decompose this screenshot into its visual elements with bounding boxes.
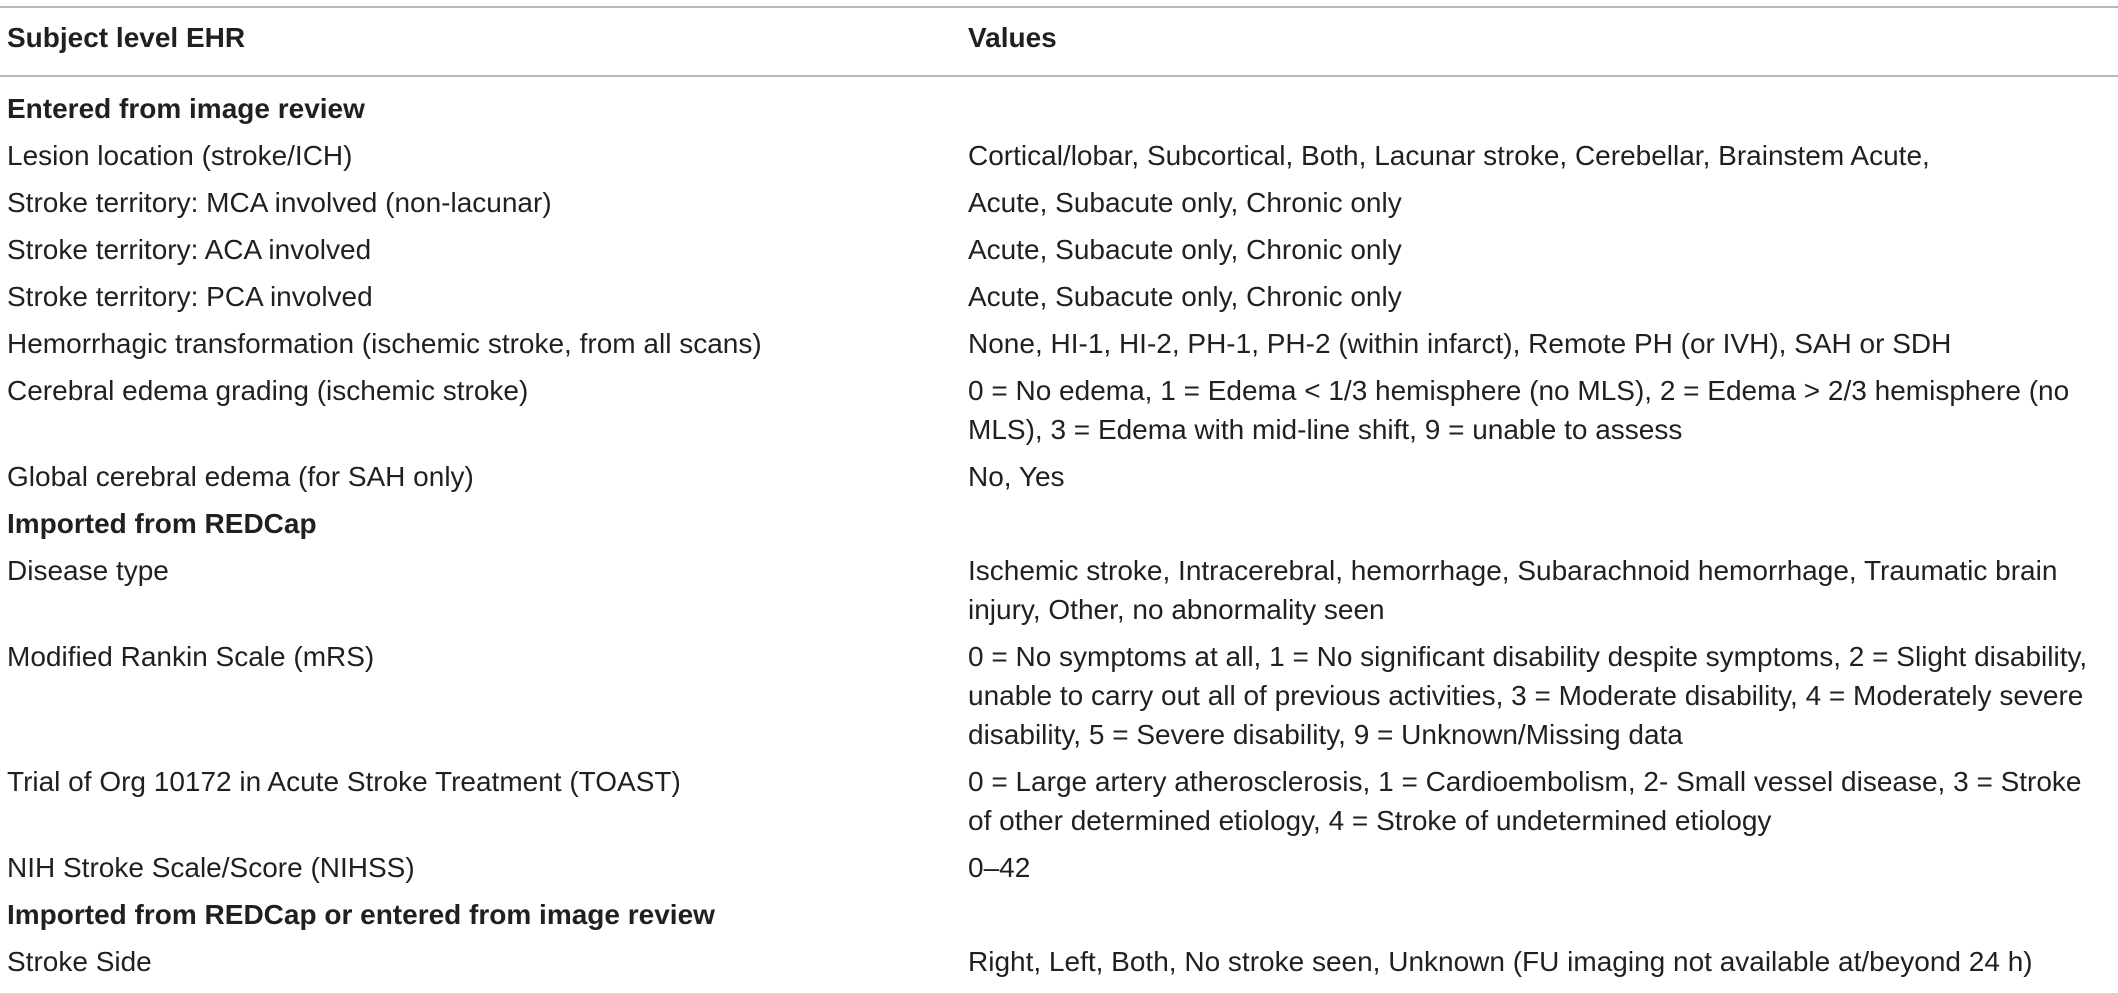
- table-row: [0, 371, 2118, 457]
- table-header: [0, 22, 2118, 62]
- row-label: Disease type: [7, 555, 169, 586]
- table-row: [0, 762, 2118, 848]
- row-value: 0 = No symptoms at all, 1 = No significant disability despite symptoms, 2 = Slight disability, unable to carry out all of previous activities, 3 = Moderate disability, 4 = Moderately severe disability, 5 = Severe disability, 9 = Unknown/Missing data: [968, 641, 2088, 750]
- table-body: [0, 89, 2118, 989]
- table-row: [0, 230, 2118, 277]
- row-label: Cerebral edema grading (ischemic stroke): [7, 375, 529, 406]
- row-label: Stroke territory: MCA involved (non-lacunar): [7, 187, 552, 218]
- table-row: [0, 551, 2118, 637]
- row-value: No, Yes: [968, 461, 1065, 492]
- row-value: None, HI-1, HI-2, PH-1, PH-2 (within infarct), Remote PH (or IVH), SAH or SDH: [968, 328, 1952, 359]
- row-value: 0 = No edema, 1 = Edema < 1/3 hemisphere (no MLS), 2 = Edema > 2/3 hemisphere (no MLS), 3 = Edema with mid-line shift, 9 = unable to assess: [968, 375, 2070, 445]
- table-section-row: [0, 895, 2118, 942]
- table-row: [0, 277, 2118, 324]
- row-label: Stroke territory: PCA involved: [7, 281, 373, 312]
- row-label: Trial of Org 10172 in Acute Stroke Treatment (TOAST): [7, 766, 681, 797]
- table-row: [0, 848, 2118, 895]
- row-value: 0 = Large artery atherosclerosis, 1 = Cardioembolism, 2- Small vessel disease, 3 = Stroke of other determined etiology, 4 = Stroke of undetermined etiology: [968, 766, 2082, 836]
- row-value: Acute, Subacute only, Chronic only: [968, 187, 1402, 218]
- row-value: Acute, Subacute only, Chronic only: [968, 234, 1402, 265]
- table-row: [0, 457, 2118, 504]
- table-section-row: [0, 504, 2118, 551]
- row-label: Hemorrhagic transformation (ischemic stroke, from all scans): [7, 328, 762, 359]
- table-row: [0, 942, 2118, 989]
- row-value: 0–42: [968, 852, 1031, 883]
- row-value: Right, Left, Both, No stroke seen, Unknown (FU imaging not available at/beyond 24 h): [968, 946, 2033, 977]
- row-value: Acute, Subacute only, Chronic only: [968, 281, 1402, 312]
- row-label: Modified Rankin Scale (mRS): [7, 641, 375, 672]
- table-row: [0, 183, 2118, 230]
- row-label: Stroke Side: [7, 946, 152, 977]
- table-row: [0, 136, 2118, 183]
- table-top-rule: [0, 6, 2118, 8]
- header-values: Values: [968, 22, 1057, 53]
- row-label: Lesion location (stroke/ICH): [7, 140, 353, 171]
- row-label: Global cerebral edema (for SAH only): [7, 461, 474, 492]
- table-header-rule: [0, 75, 2118, 77]
- section-label: Imported from REDCap or entered from image review: [7, 899, 715, 930]
- row-value: Ischemic stroke, Intracerebral, hemorrhage, Subarachnoid hemorrhage, Traumatic brain injury, Other, no abnormality seen: [968, 555, 2058, 625]
- section-label: Imported from REDCap: [7, 508, 317, 539]
- row-label: Stroke territory: ACA involved: [7, 234, 372, 265]
- section-label: Entered from image review: [7, 93, 365, 124]
- row-label: NIH Stroke Scale/Score (NIHSS): [7, 852, 415, 883]
- table-row: [0, 324, 2118, 371]
- header-subject-level-ehr: Subject level EHR: [7, 22, 246, 53]
- table-row: [0, 637, 2118, 762]
- row-value: Cortical/lobar, Subcortical, Both, Lacunar stroke, Cerebellar, Brainstem Acute,: [968, 140, 1930, 171]
- table-section-row: [0, 89, 2118, 136]
